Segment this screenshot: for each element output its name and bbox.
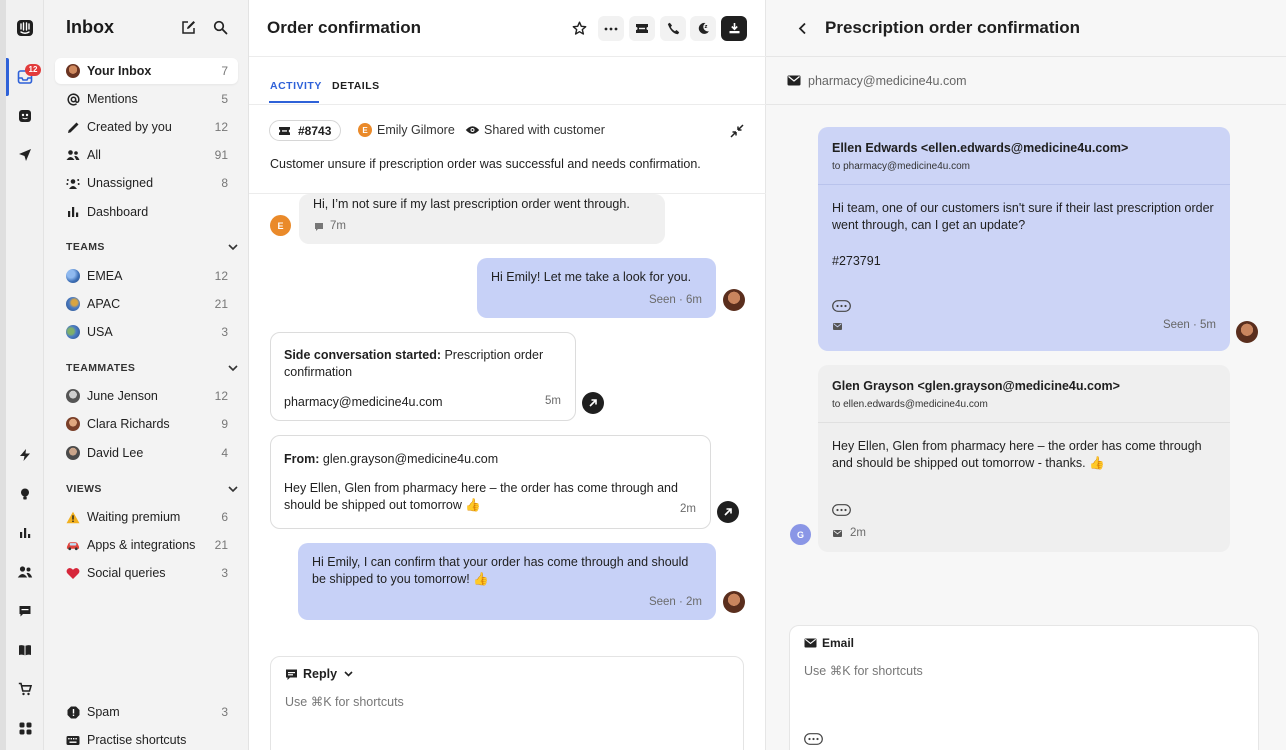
divider (818, 422, 1230, 423)
assignee-avatar: E (358, 123, 372, 137)
reply-input[interactable]: Use ⌘K for shortcuts (285, 695, 404, 709)
sidebar-item-count: 5 (221, 92, 228, 106)
heart-icon (66, 566, 80, 580)
fin-bot-icon[interactable] (6, 100, 44, 132)
sidebar-item-label: Social queries (87, 566, 166, 580)
sidebar-item-label: Spam (87, 705, 120, 719)
email-from: Ellen Edwards <ellen.edwards@medicine4u.com> (832, 141, 1129, 155)
messages-icon[interactable] (6, 595, 44, 627)
admin-avatar (1236, 321, 1258, 343)
more-options-button[interactable] (598, 16, 624, 41)
from-email: glen.grayson@medicine4u.com (319, 452, 499, 466)
divider (766, 104, 1286, 105)
inbox-unread-badge: 12 (25, 64, 41, 76)
pencil-icon (66, 120, 80, 134)
sidebar-item-spam[interactable] (55, 699, 238, 725)
globe-icon (66, 269, 80, 283)
open-side-reply-button[interactable] (717, 501, 739, 523)
car-icon (66, 538, 80, 552)
active-tab-indicator (269, 101, 319, 103)
message-text: Hi, I’m not sure if my last prescription order went through. (313, 197, 630, 211)
tab-details[interactable]: DETAILS (332, 80, 380, 92)
sidebar-title: Inbox (66, 17, 114, 37)
sidebar-item-label: All (87, 148, 101, 162)
compose-icon[interactable] (181, 20, 196, 35)
sidebar-item-count: 7 (221, 64, 228, 78)
chevron-down-icon[interactable] (228, 244, 238, 251)
panel-title: Prescription order confirmation (825, 18, 1081, 37)
ticket-button[interactable] (629, 16, 655, 41)
sidebar-item-count: 12 (214, 120, 228, 134)
envelope-icon (804, 638, 817, 648)
sidebar-item-label: Dashboard (87, 205, 149, 219)
message-text: Hey Ellen, Glen from pharmacy here – the order has come through and should be shipped out tomorrow 👍 (284, 481, 678, 512)
composer-label: Email (822, 636, 855, 650)
message-meta: Seen · 6m (648, 294, 702, 306)
sidebar-item-count: 3 (221, 325, 228, 339)
sidebar-item-count: 12 (214, 389, 228, 403)
sidebar-item-label: Created by you (87, 120, 172, 134)
sidebar-item-label: EMEA (87, 269, 123, 283)
globe-icon (66, 297, 80, 311)
cart-icon[interactable] (6, 673, 44, 705)
conversation-title: Order confirmation (267, 18, 421, 37)
sidebar-item-count: 21 (214, 297, 228, 311)
sidebar-item-count: 6 (221, 510, 228, 524)
expand-quoted-icon[interactable] (832, 300, 851, 312)
message-meta (314, 218, 346, 235)
sidebar-item-dashboard[interactable] (55, 199, 238, 225)
divider (766, 56, 1286, 57)
phone-icon (667, 22, 680, 35)
open-side-conversation-button[interactable] (582, 392, 604, 414)
customer-avatar: E (270, 215, 291, 236)
envelope-icon (833, 530, 842, 537)
side-conversation-subject: Prescription order confirmation (284, 348, 544, 379)
sidebar-item-apac[interactable] (55, 291, 238, 317)
arrow-up-right-icon (588, 398, 598, 408)
chevron-down-icon (344, 671, 353, 677)
arrow-up-right-icon (723, 507, 733, 517)
lightning-icon[interactable] (6, 439, 44, 471)
sidebar-item-practise-shortcuts[interactable] (55, 727, 238, 750)
message-meta: Seen · 2m (648, 596, 702, 608)
views-section-header[interactable] (66, 480, 238, 498)
collapse-icon[interactable] (730, 124, 744, 138)
admin-avatar (723, 591, 745, 613)
sidebar-item-label: APAC (87, 297, 121, 311)
sidebar-item-count: 8 (221, 176, 228, 190)
sidebar-item-label: June Jenson (87, 389, 158, 403)
side-conversation-card[interactable] (270, 332, 576, 421)
lightbulb-icon[interactable] (6, 478, 44, 510)
composer-input[interactable]: Use ⌘K for shortcuts (804, 664, 923, 678)
email-card (818, 365, 1230, 552)
sidebar-item-all[interactable] (55, 142, 238, 168)
avatar (66, 389, 80, 403)
warning-icon (66, 510, 80, 524)
sidebar-item-mentions[interactable] (55, 86, 238, 112)
sender-avatar: G (790, 524, 811, 545)
sidebar-item-unassigned[interactable] (55, 170, 238, 196)
admin-message (298, 543, 716, 620)
ticket-icon (278, 126, 291, 136)
email-time: 2m (850, 527, 866, 539)
sidebar-item-count: 3 (221, 566, 228, 580)
email-to: to ellen.edwards@medicine4u.com (832, 399, 988, 410)
back-chevron-icon[interactable] (798, 22, 807, 35)
conversation-panel (249, 0, 766, 750)
sidebar-item-label: USA (87, 325, 113, 339)
assignee[interactable] (358, 123, 455, 137)
spam-icon (66, 705, 80, 719)
email-body: Hey Ellen, Glen from pharmacy here – the order has come through and should be shipped out tomorrow - thanks. 👍 (832, 439, 1202, 470)
chat-icon (314, 222, 324, 232)
sidebar-item-social-queries[interactable] (55, 560, 238, 586)
at-sign-icon (66, 92, 80, 106)
reply-composer[interactable] (270, 656, 744, 750)
sidebar-item-david-lee[interactable] (55, 440, 238, 466)
reply-icon (285, 668, 298, 681)
expand-quoted-icon[interactable] (832, 504, 851, 516)
message-text: Hi Emily, I can confirm that your order has come through and should be shipped to you tomorrow! 👍 (312, 555, 689, 586)
moon-icon (697, 22, 710, 35)
archive-down-icon (728, 22, 741, 35)
intercom-logo-icon[interactable] (6, 12, 44, 44)
section-title: TEAMMATES (66, 362, 136, 374)
order-number: #273791 (832, 254, 881, 268)
divider (249, 56, 766, 57)
shared-with-customer[interactable] (465, 123, 605, 137)
sidebar-item-waiting-premium[interactable] (55, 504, 238, 530)
avatar (66, 446, 80, 460)
tab-activity[interactable]: ACTIVITY (270, 80, 322, 92)
apps-grid-icon[interactable] (6, 712, 44, 744)
sidebar-item-created-by-you[interactable] (55, 114, 238, 140)
sidebar-item-label: David Lee (87, 446, 144, 460)
chevron-down-icon[interactable] (228, 365, 238, 372)
assignee-name: Emily Gilmore (377, 123, 455, 137)
sidebar-item-count: 21 (214, 538, 228, 552)
keyboard-icon (66, 733, 80, 747)
customer-message (299, 194, 665, 244)
email-to: to pharmacy@medicine4u.com (832, 161, 970, 172)
side-conversation-label: Side conversation started: (284, 348, 441, 362)
sidebar-item-clara-richards[interactable] (55, 411, 238, 437)
teammates-section-header[interactable] (66, 359, 238, 377)
people-icon (66, 148, 80, 162)
sidebar-item-label: Mentions (87, 92, 138, 106)
knowledge-book-icon[interactable] (6, 634, 44, 666)
admin-avatar (723, 289, 745, 311)
sidebar-item-label: Clara Richards (87, 417, 170, 431)
email-from: Glen Grayson <glen.grayson@medicine4u.com> (832, 379, 1120, 393)
avatar (66, 417, 80, 431)
envelope-icon (833, 323, 842, 330)
svg-text:z: z (704, 24, 707, 30)
sidebar-item-count: 4 (221, 446, 228, 460)
star-icon[interactable] (572, 21, 587, 36)
sidebar-item-label: Apps & integrations (87, 538, 196, 552)
teams-section-header[interactable] (66, 238, 238, 256)
sidebar-item-label: Waiting premium (87, 510, 181, 524)
snooze-button[interactable] (690, 16, 716, 41)
bar-chart-icon (66, 205, 80, 219)
eye-icon (465, 125, 480, 135)
contacts-icon[interactable] (6, 556, 44, 588)
side-conversation-panel (766, 0, 1286, 750)
ticket-icon (635, 23, 649, 34)
divider (818, 184, 1230, 185)
sidebar-item-count: 3 (221, 705, 228, 719)
more-options-icon[interactable] (804, 733, 823, 745)
reply-type-selector[interactable] (285, 667, 353, 681)
side-conversation-email: pharmacy@medicine4u.com (284, 395, 443, 409)
sidebar-item-apps-integrations[interactable] (55, 532, 238, 558)
call-button[interactable] (660, 16, 686, 41)
globe-icon (66, 325, 80, 339)
nav-rail (6, 0, 44, 750)
sidebar-item-your-inbox[interactable] (55, 58, 238, 84)
sidebar-item-label: Practise shortcuts (87, 733, 187, 747)
sidebar-item-count: 12 (214, 269, 228, 283)
side-conversation-title (284, 347, 564, 381)
user-avatar-icon (66, 64, 80, 78)
message-time: 5m (545, 395, 561, 407)
conversation-summary: Customer unsure if prescription order was successful and needs confirmation. (270, 157, 701, 171)
message-text: Hi Emily! Let me take a look for you. (491, 270, 692, 284)
admin-message (477, 258, 716, 318)
message-time: 7m (330, 220, 346, 232)
ticket-id: #8743 (298, 123, 332, 138)
search-icon[interactable] (213, 20, 228, 35)
close-conversation-button[interactable] (721, 16, 747, 41)
sidebar-item-label: Your Inbox (87, 64, 152, 78)
sidebar-item-june-jenson[interactable] (55, 383, 238, 409)
divider (249, 104, 766, 105)
section-title: TEAMS (66, 241, 105, 253)
section-title: VIEWS (66, 483, 102, 495)
envelope-icon (787, 75, 801, 86)
email-composer[interactable] (789, 625, 1259, 750)
message-time: 2m (680, 503, 696, 515)
reply-label: Reply (303, 667, 338, 681)
email-meta: Seen · 5m (1162, 319, 1216, 331)
side-reply-card[interactable] (270, 435, 711, 529)
unassigned-icon (66, 176, 80, 190)
email-body: Hi team, one of our customers isn't sure if their last prescription order went through, can I get an update? (832, 201, 1214, 232)
sidebar-item-emea[interactable] (55, 263, 238, 289)
sidebar-item-usa[interactable] (55, 319, 238, 345)
composer-type (804, 636, 854, 650)
ticket-id-pill[interactable] (269, 120, 341, 141)
chevron-down-icon[interactable] (228, 486, 238, 493)
email-card (818, 127, 1230, 351)
from-line (284, 451, 498, 468)
sidebar-item-count: 9 (221, 417, 228, 431)
recipient-email: pharmacy@medicine4u.com (808, 74, 967, 88)
sidebar-item-label: Unassigned (87, 176, 154, 190)
reports-icon[interactable] (6, 517, 44, 549)
outbound-send-icon[interactable] (6, 139, 44, 171)
sidebar-item-count: 91 (214, 148, 228, 162)
shared-label: Shared with customer (484, 123, 605, 137)
from-label: From: (284, 452, 320, 466)
inbox-sidebar (44, 0, 249, 750)
more-icon (604, 27, 618, 31)
